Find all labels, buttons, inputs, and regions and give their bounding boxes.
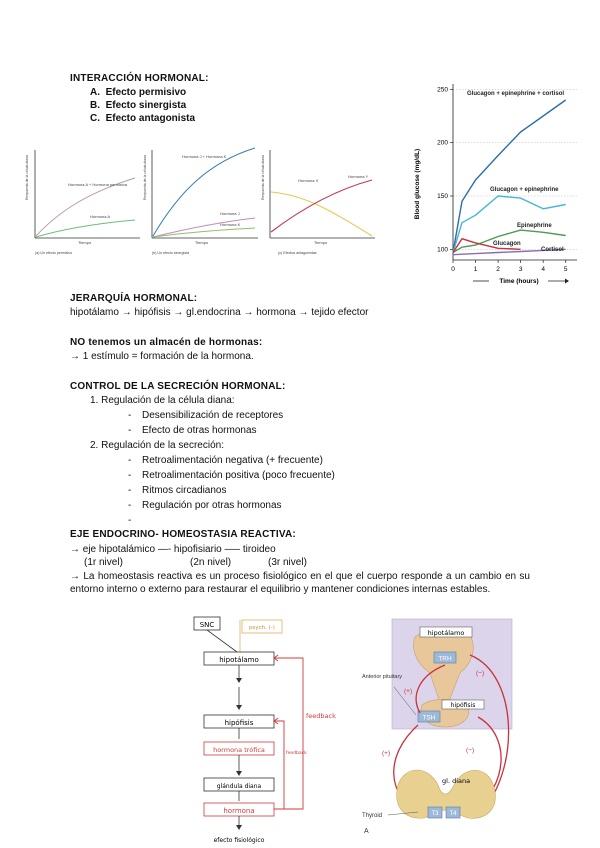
chart-grid [453, 89, 577, 249]
feedback-loop-inner [274, 721, 284, 809]
control-sublist-1 [128, 408, 283, 438]
trh-label: TRH [438, 655, 452, 663]
panel-b-line-label-1: Hormona J + Hormona K [182, 154, 227, 159]
list-item: B. Efecto sinergista [90, 100, 187, 111]
x-tick-label: 5 [563, 266, 568, 273]
section-title-axis: EJE ENDOCRINO- HOMEOSTASIA REACTIVA: [70, 529, 296, 540]
panel-c-line-label-1: Hormona X [298, 178, 319, 183]
list-item: C. Efecto antagonista [90, 113, 196, 124]
y-tick-label: 100 [437, 246, 448, 254]
panel-a-caption: (a) Un efecto permisivo [35, 251, 73, 255]
chart-series-labels [467, 91, 564, 253]
feedback-loop-outer [274, 658, 303, 809]
series-label-ge: Glucagon + epinephrine [490, 187, 559, 193]
section-title-hierarchy: JERARQUÍA HORMONAL: [70, 293, 198, 304]
figure-letter: A [364, 828, 369, 835]
series-label-gec: Glucagon + epinephrine + cortisol [467, 91, 565, 97]
minus-label-2: (−) [466, 747, 475, 754]
blood-glucose-chart [405, 74, 585, 292]
thyroid-label: Thyroid [362, 813, 383, 819]
section-title-interaction: INTERACCIÓN HORMONAL: [70, 73, 209, 84]
list-item: - Retroalimentación negativa (+ frecuente) [128, 453, 335, 468]
effect-label: efecto fisiológico [213, 837, 265, 844]
y-tick-label: 200 [437, 139, 448, 147]
series-label-cortisol: Cortisol [541, 247, 564, 253]
control-item-1: 1. Regulación de la célula diana: [90, 395, 235, 406]
x-tick-label: 0 [451, 266, 455, 273]
arrow-right-icon [565, 279, 569, 284]
panel-c-xlabel: Tiempo [314, 240, 328, 245]
hormone-label: hormona [223, 807, 255, 815]
panel-b-line-label-3: Hormona K [220, 222, 241, 227]
hipofisis-tag-label: hipófisis [450, 702, 476, 709]
panel-a-line-label-1: Hormona A + Hormona permisiva [68, 182, 128, 187]
panel-b-line-label-2: Hormona J [220, 211, 240, 216]
anterior-label: Anterior pituitary [362, 674, 403, 680]
panel-c-caption: (c) Efectos antagonistas [278, 251, 317, 255]
snc-label: SNC [199, 621, 215, 629]
gl-diana-label: gl. diana [442, 777, 471, 785]
list-item: A. Efecto permisivo [90, 87, 187, 98]
list-item: - Ritmos circadianos [128, 483, 335, 498]
interaction-list [90, 86, 195, 125]
panel-a-ylabel: Respuesta de la célula diana [25, 155, 29, 200]
section-title-storage: NO tenemos un almacén de hormonas: [70, 337, 263, 348]
t3-label: T3 [431, 811, 439, 817]
hipotalamo-label: hipotálamo [219, 656, 259, 664]
plus-label-1: (+) [404, 688, 413, 695]
list-item: - Desensibilización de receptores [128, 408, 283, 423]
curve-b3 [153, 228, 255, 237]
chart-series [453, 100, 566, 255]
panel-a-line-label-2: Hormona A [90, 214, 111, 219]
chart-axes [453, 84, 577, 260]
tropic-hormone-label: hormona trófica [213, 746, 265, 754]
section-title-control: CONTROL DE LA SECRECIÓN HORMONAL: [70, 381, 286, 392]
t4-label: T4 [449, 811, 457, 817]
curve-c1 [271, 192, 372, 236]
hipofisis-label: hipófisis [224, 719, 254, 727]
list-item: - Regulación por otras hormonas [128, 498, 335, 513]
axis-line: → eje hipotalámico —- hipofisiario —– tiroideo [70, 544, 276, 555]
axis-level-1: (1r nivel) [84, 557, 123, 568]
x-tick-label: 4 [541, 266, 545, 273]
tsh-label: TSH [422, 714, 436, 722]
thyroid-axis-diagram [360, 615, 520, 840]
panel-synergist [143, 148, 258, 255]
y-tick-label: 250 [437, 86, 448, 94]
curve-b2 [153, 218, 255, 237]
feedback-label-2: feedback [286, 751, 307, 756]
panel-permissive [25, 150, 140, 255]
curve-c2 [271, 180, 372, 232]
axis-level-3: (3r nivel) [268, 557, 307, 568]
chart-ylabel: Blood glucose (mg/dL) [414, 148, 421, 220]
hierarchy-text: hipotálamo → hipófisis → gl.endocrina → hormona → tejido efector [70, 307, 369, 318]
x-tick-label: 1 [473, 266, 478, 273]
chart-xlabel-group [473, 278, 569, 285]
list-item: - Efecto de otras hormonas [128, 423, 283, 438]
x-tick-label: 3 [518, 266, 523, 273]
feedback-flow-diagram [190, 612, 365, 848]
panel-b-xlabel: Tiempo [195, 240, 209, 245]
curve-a2 [36, 220, 135, 237]
minus-label-1: (−) [476, 670, 485, 677]
feedback-label-1: feedback [306, 712, 336, 720]
plus-label-2: (+) [382, 750, 391, 757]
panel-antagonist [261, 150, 375, 255]
hipotalamo-tag-label: hipotálamo [427, 629, 465, 637]
control-sublist-2 [128, 453, 335, 513]
series-label-epi: Epinephrine [517, 223, 552, 229]
list-item: - Retroalimentación positiva (poco frecuente) [128, 468, 335, 483]
control-item-2: 2. Regulación de la secreción: [90, 440, 224, 451]
panel-a-xlabel: Tiempo [78, 240, 92, 245]
target-gland-label: glándula diana [216, 783, 262, 790]
panel-b-caption: (b) Un efecto sinergista [152, 251, 190, 255]
panel-c-ylabel: Respuesta de la célula diana [261, 155, 265, 200]
series-label-glucagon: Glucagon [493, 241, 521, 247]
axis-paragraph: → La homeostasis reactiva es un proceso fisiológico en el que el cuerpo responde a un cambio en su entorno interno o externo para restaurar el equilibrio y mantener condiciones internas estables. [70, 571, 530, 595]
panel-b-ylabel: Respuesta de la célula diana [143, 155, 147, 200]
x-tick-label: 2 [496, 266, 500, 273]
storage-text: → 1 estímulo = formación de la hormona. [70, 351, 254, 362]
axis-level-2: (2n nivel) [190, 557, 232, 568]
input-label: psych. (-) [249, 625, 275, 631]
interaction-figures [25, 140, 385, 265]
chart-xlabel: Time (hours) [499, 278, 539, 285]
series-line-0 [453, 100, 566, 253]
panel-c-line-label-2: Hormona Y [348, 174, 369, 179]
y-tick-label: 150 [437, 193, 448, 200]
